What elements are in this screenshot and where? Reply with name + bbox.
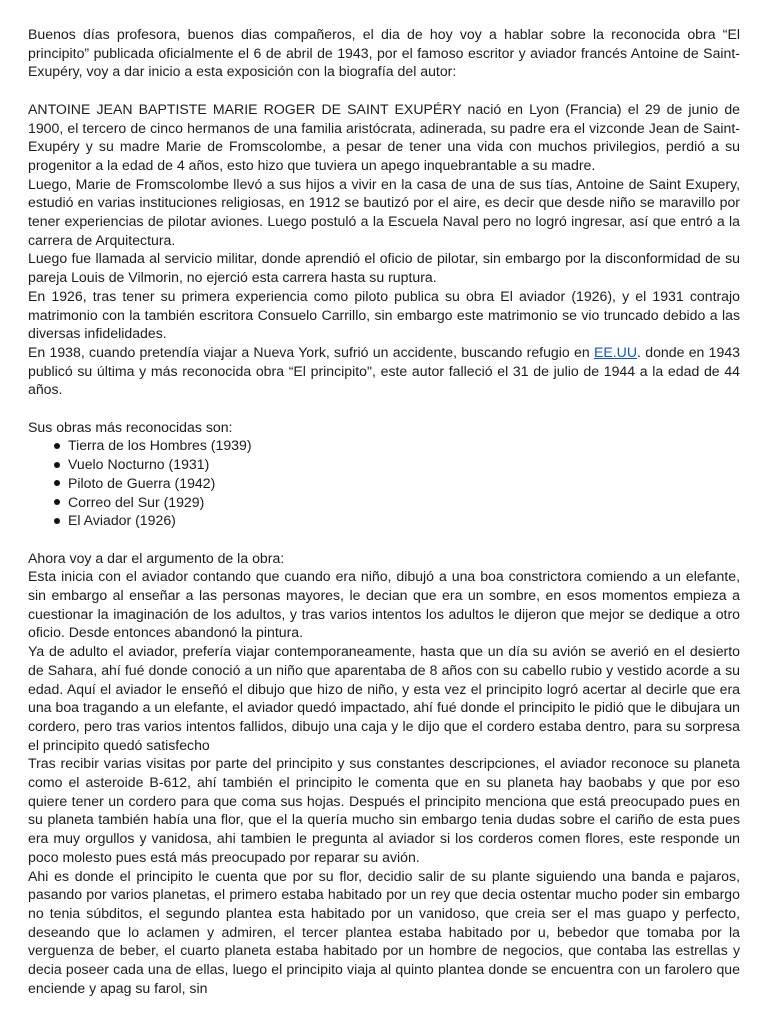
bio-paragraph-3: Luego fue llamada al servicio militar, donde aprendió el oficio de pilotar, sin embargo por la disconformidad de su pareja Louis de Vilmorin, no ejerció esta carrera hasta su ruptura.	[28, 250, 740, 286]
blank-line	[28, 81, 740, 100]
list-item: Piloto de Guerra (1942)	[68, 474, 740, 493]
bio-paragraph-2: Luego, Marie de Fromscolombe llevó a sus hijos a vivir en la casa de una de sus tías, Antoine de Saint Exupery, estudió en varias instituciones religiosas, en 1912 se bautizó por el aire, es decir que desde niño se maravillo por tener experiencias de pilotar aviones. Luego postuló a la Escuela Naval pero no logró ingresar, así que entró a la carrera de Arquitectura.	[28, 175, 740, 248]
works-heading: Sus obras más reconocidas son:	[28, 418, 233, 435]
bio-text-before-link: En 1938, cuando pretendía viajar a Nueva York, sufrió un accidente, buscando refugio en	[28, 343, 594, 360]
list-item: Vuelo Nocturno (1931)	[68, 455, 740, 474]
bio-paragraph-1: ANTOINE JEAN BAPTISTE MARIE ROGER DE SAINT EXUPÉRY nació en Lyon (Francia) el 29 de junio de 1900, el tercero de cinco hermanos de una familia aristócrata, adinerada, su padre era el vizconde Jean de Saint-Exupéry y su madre Marie de Fromscolombe, a pesar de tener una vida con muchos privilegios, perdió a su progenitor a la edad de 4 años, esto hizo que tuviera un apego inquebrantable a su madre.	[28, 100, 740, 173]
list-item: El Aviador (1926)	[68, 511, 740, 530]
works-list	[28, 436, 740, 530]
bio-paragraph-5	[28, 343, 740, 399]
blank-line	[28, 399, 740, 418]
plot-paragraph-4: Ahi es donde el principito le cuenta que por su flor, decidio salir de su plante siguiendo una banda e pajaros, pasando por varios planetas, el primero estaba habitado por un rey que decia ostentar mucho poder sin embargo no tenia súbditos, el segundo plantea esta habitado por un vanidoso, que creia ser el mas guapo y perfecto, deseando que lo aclamen y admiren, el tercer plantea estaba habitado por u, bebedor que tomaba por la verguenza de beber, el cuarto planeta estaba habitado por un hombre de negocios, que contaba las estrellas y decia poseer cada una de ellas, luego el principito viaja al quinto plantea donde se encuentra con un farolero que enciende y apag su farol, sin	[28, 867, 740, 996]
usa-link[interactable]: EE.UU	[593, 343, 638, 360]
bio-text-after-link: . donde en 1943 publicó su última y más reconocida obra “El principito", este autor falleció el 31 de julio de 1944 a la edad de 44 años.	[28, 343, 740, 398]
list-item: Correo del Sur (1929)	[68, 493, 740, 512]
plot-heading: Ahora voy a dar el argumento de la obra:	[28, 549, 285, 566]
plot-paragraph-3: Tras recibir varias visitas por parte del principito y sus constantes descripciones, el aviador reconoce su planeta como el asteroide B-612, ahí también el principito le comenta que en su planeta hay baobabs y que por eso quiere tener un cordero para que coma sus hojas. Después el principito menciona que está preocupado pues en su planeta también había una flor, que el la quería mucho sin embargo tenia dudas sobre el cariño de esta pues era muy orgullos y vanidosa, ahi tambien le pregunta al aviador si los corderos comen flores, este responde un poco molesto pues está más preocupado por reparar su avión.	[28, 755, 740, 865]
bio-paragraph-4: En 1926, tras tener su primera experiencia como piloto publica su obra El aviador (1926), y el 1931 contrajo matrimonio con la también escritora Consuelo Carrillo, sin embargo este matrimonio se vio truncado debido a las diversas infidelidades.	[28, 287, 740, 342]
plot-paragraph-2: Ya de adulto el aviador, prefería viajar contemporaneamente, hasta que un día su avión se averió en el desierto de Sahara, ahí fué donde conoció a un niño que aparentaba de 8 años con su cabello rubio y vestido acorde a su edad. Aquí el aviador le enseñó el dibujo que hizo de niño, y esta vez el principito logró acertar al decirle que era una boa tragando a un elefante, el aviador quedó impactado, ahí fué donde el principito le pidió que le dibujara un cordero, pero tras varios intentos fallidos, dibujo una caja y le dijo que el cordero estaba dentro, para su sorpresa el principito quedó satisfecho	[28, 643, 740, 753]
list-item: Tierra de los Hombres (1939)	[68, 436, 740, 455]
plot-paragraph-1: Esta inicia con el aviador contando que cuando era niño, dibujó a una boa constrictora comiendo a un elefante, sin embargo al enseñar a las personas mayores, le decian que era un sombre, en esos momentos empieza a cuestionar la imaginación de los adultos, y tras varios intentos los adultos le dijeron que mejor se dedique a otro oficio. Desde entonces abandonó la pintura.	[28, 568, 740, 641]
intro-paragraph: Buenos días profesora, buenos dias compañeros, el dia de hoy voy a hablar sobre la reconocida obra “El principito” publicada oficialmente el 6 de abril de 1943, por el famoso escritor y aviador francés Antoine de Saint-Exupéry, voy a dar inicio a esta exposición con la biografía del autor:	[28, 26, 740, 80]
blank-line	[28, 530, 740, 549]
